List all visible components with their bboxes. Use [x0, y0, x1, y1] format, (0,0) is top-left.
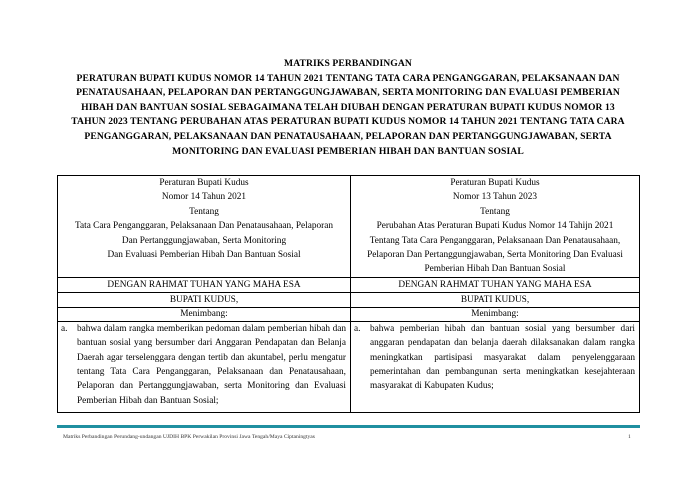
heading-line: Peraturan Bupati Kudus — [159, 178, 249, 188]
heading-line: Dan Pertanggungjawaban, Serta Monitoring — [121, 235, 287, 246]
left-bupati-line: BUPATI KUDUS, — [58, 292, 351, 307]
right-regulation-heading — [351, 176, 640, 278]
left-menimbang-label: Menimbang: — [58, 307, 351, 321]
heading-line: Peraturan Bupati Kudus — [450, 178, 540, 188]
point-letter: a. — [61, 323, 68, 334]
title-line: PENATAUSAHAAN, PELAPORAN DAN PERTANGGUNGJAWABAN, SERTA MONITORING DAN EVALUASI PEMBERIAN — [76, 87, 620, 99]
comparison-table — [57, 175, 640, 413]
heading-line: Dan Evaluasi Pemberian Hibah Dan Bantuan Sosial — [107, 250, 301, 261]
heading-line: Tentang — [189, 206, 219, 217]
title-line: PENGANGGARAN, PELAKSANAAN DAN PENATAUSAHAAN, PELAPORAN DAN PERTANGGUNGJAWABAN, SERTA — [84, 130, 612, 142]
table-row-heading — [58, 176, 640, 278]
left-regulation-heading — [58, 176, 351, 278]
heading-line: Tentang Tata Cara Penganggaran, Pelaksanaan Dan Penatausahaan, — [369, 235, 621, 246]
point-letter: a. — [354, 323, 361, 334]
table-row-menimbang — [58, 307, 640, 321]
heading-line: Pelaporan Dan Pertanggungjawaban, Serta Monitoring Dan Evaluasi — [367, 250, 623, 261]
heading-line: Nomor 14 Tahun 2021 — [161, 192, 247, 203]
document-title — [56, 57, 640, 159]
point-text: bahwa dalam rangka memberikan pedoman dalam pemberian hibah dan bantuan sosial yang bersumber dari Anggaran Pendapatan dan Belanja Daerah agar terselenggara dengan tertib dan akuntabel, perlu mengatur tentang Tata Cara Penganggaran, Pelaksanaan dan Penatausahaan, Pelaporan dan Pertanggungjawaban, serta Monitoring dan Evaluasi Pemberian Hibah dan Bantuan Sosial; — [77, 323, 346, 406]
point-text: bahwa pemberian hibah dan bantuan sosial yang bersumber dari anggaran pendapatan dan belanja daerah dilaksanakan dalam rangka meningkatkan partisipasi masyarakat dalam penyelenggaraan pemerintahan dan pembangunan serta meningkatkan kesejahteraan masyarakat di Kabupaten Kudus; — [370, 323, 635, 392]
right-god-line: DENGAN RAHMAT TUHAN YANG MAHA ESA — [351, 277, 640, 292]
title-line: PERATURAN BUPATI KUDUS NOMOR 14 TAHUN 2021 TENTANG TATA CARA PENGANGGARAN, PELAKSANAAN DAN — [76, 72, 620, 84]
page-number: 1 — [628, 434, 631, 440]
table-row-bupati — [58, 292, 640, 307]
right-point-a — [351, 321, 640, 412]
heading-line: Pemberian Hibah Dan Bantuan Sosial — [424, 264, 566, 275]
footer-divider — [57, 425, 640, 428]
title-line: MATRIKS PERBANDINGAN — [284, 58, 412, 69]
heading-line: Tata Cara Penganggaran, Pelaksanaan Dan Penatausahaan, Pelaporan — [74, 221, 333, 232]
right-menimbang-label: Menimbang: — [351, 307, 640, 321]
heading-line: Tentang — [480, 206, 510, 217]
title-line: MONITORING DAN EVALUASI PEMBERIAN HIBAH DAN BANTUAN SOSIAL — [172, 145, 524, 157]
left-point-a — [58, 321, 351, 412]
table-row-point-a — [58, 321, 640, 412]
heading-line: Nomor 13 Tahun 2023 — [452, 192, 538, 203]
left-god-line: DENGAN RAHMAT TUHAN YANG MAHA ESA — [58, 277, 351, 292]
footer-caption: Matriks Perbandingan Perundang-undangan UJDIH BPK Perwakilan Provinsi Jawa Tengah/Maya Ciptaningtyas — [63, 434, 315, 440]
table-row-god — [58, 277, 640, 292]
right-bupati-line: BUPATI KUDUS, — [351, 292, 640, 307]
title-line: TAHUN 2023 TENTANG PERUBAHAN ATAS PERATURAN BUPATI KUDUS NOMOR 14 TAHUN 2021 TENTANG TATA CARA — [71, 116, 625, 128]
title-line: HIBAH DAN BANTUAN SOSIAL SEBAGAIMANA TELAH DIUBAH DENGAN PERATURAN BUPATI KUDUS NOMOR 13 — [81, 101, 615, 113]
heading-line: Perubahan Atas Peraturan Bupati Kudus Nomor 14 Tahijn 2021 — [376, 221, 614, 232]
